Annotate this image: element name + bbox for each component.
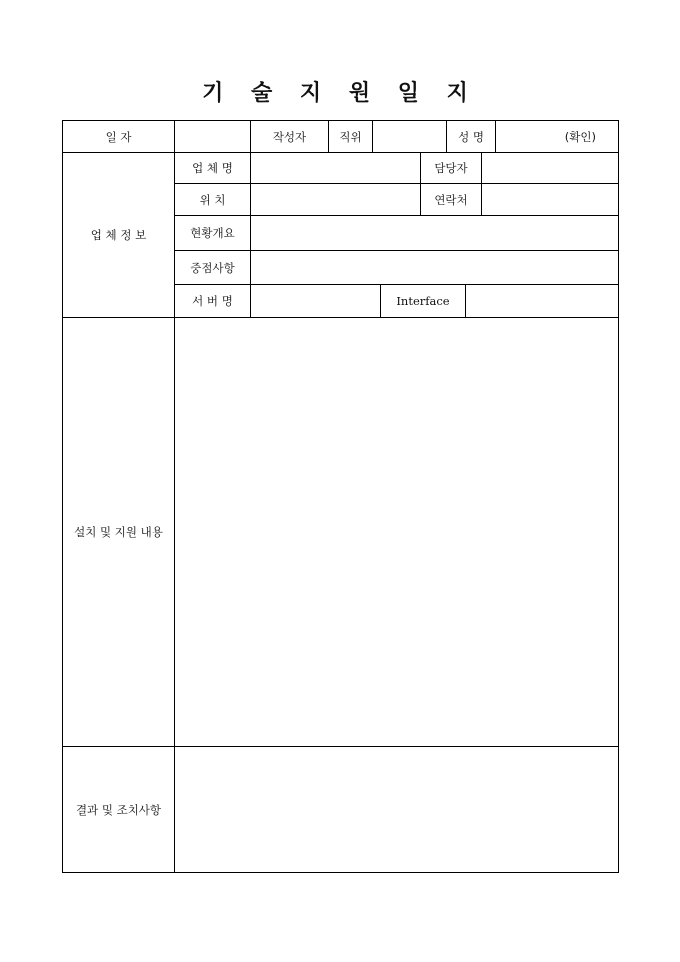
phone-label: 연락처	[434, 192, 468, 207]
date-label: 일 자	[105, 129, 132, 144]
install-support-label: 설치 및 지원 내용	[74, 525, 163, 539]
server-name-label: 서 버 명	[192, 294, 233, 308]
location-label: 위 치	[199, 192, 226, 207]
interface-label: Interface	[396, 294, 450, 308]
result-actions-label: 결과 및 조치사항	[75, 802, 162, 817]
company-name-label: 업 체 명	[192, 161, 233, 175]
install-support-field[interactable]	[175, 318, 618, 746]
interface-field[interactable]	[466, 285, 618, 317]
phone-field[interactable]	[482, 184, 618, 215]
date-field[interactable]	[175, 121, 250, 152]
page-title: 기 술 지 원 일 지	[202, 80, 478, 106]
location-field[interactable]	[251, 184, 420, 215]
contact-person-label: 담당자	[434, 161, 468, 175]
key-checks-label: 중점사항	[190, 260, 235, 275]
position-label: 직위	[339, 129, 362, 144]
status-overview-field[interactable]	[251, 216, 618, 250]
support-log-form	[62, 120, 619, 873]
contact-person-field[interactable]	[482, 153, 618, 183]
key-checks-field[interactable]	[251, 251, 618, 284]
result-actions-field[interactable]	[175, 747, 618, 872]
author-label: 작성자	[272, 129, 307, 144]
position-field[interactable]	[373, 121, 446, 152]
company-info-section-label: 업 체 정 보	[90, 228, 147, 242]
name-label: 성 명	[458, 129, 484, 144]
name-signature-field[interactable]: (확인)	[564, 129, 596, 144]
server-name-field[interactable]	[251, 285, 380, 317]
status-overview-label: 현황개요	[190, 226, 235, 240]
company-name-field[interactable]	[251, 153, 420, 183]
